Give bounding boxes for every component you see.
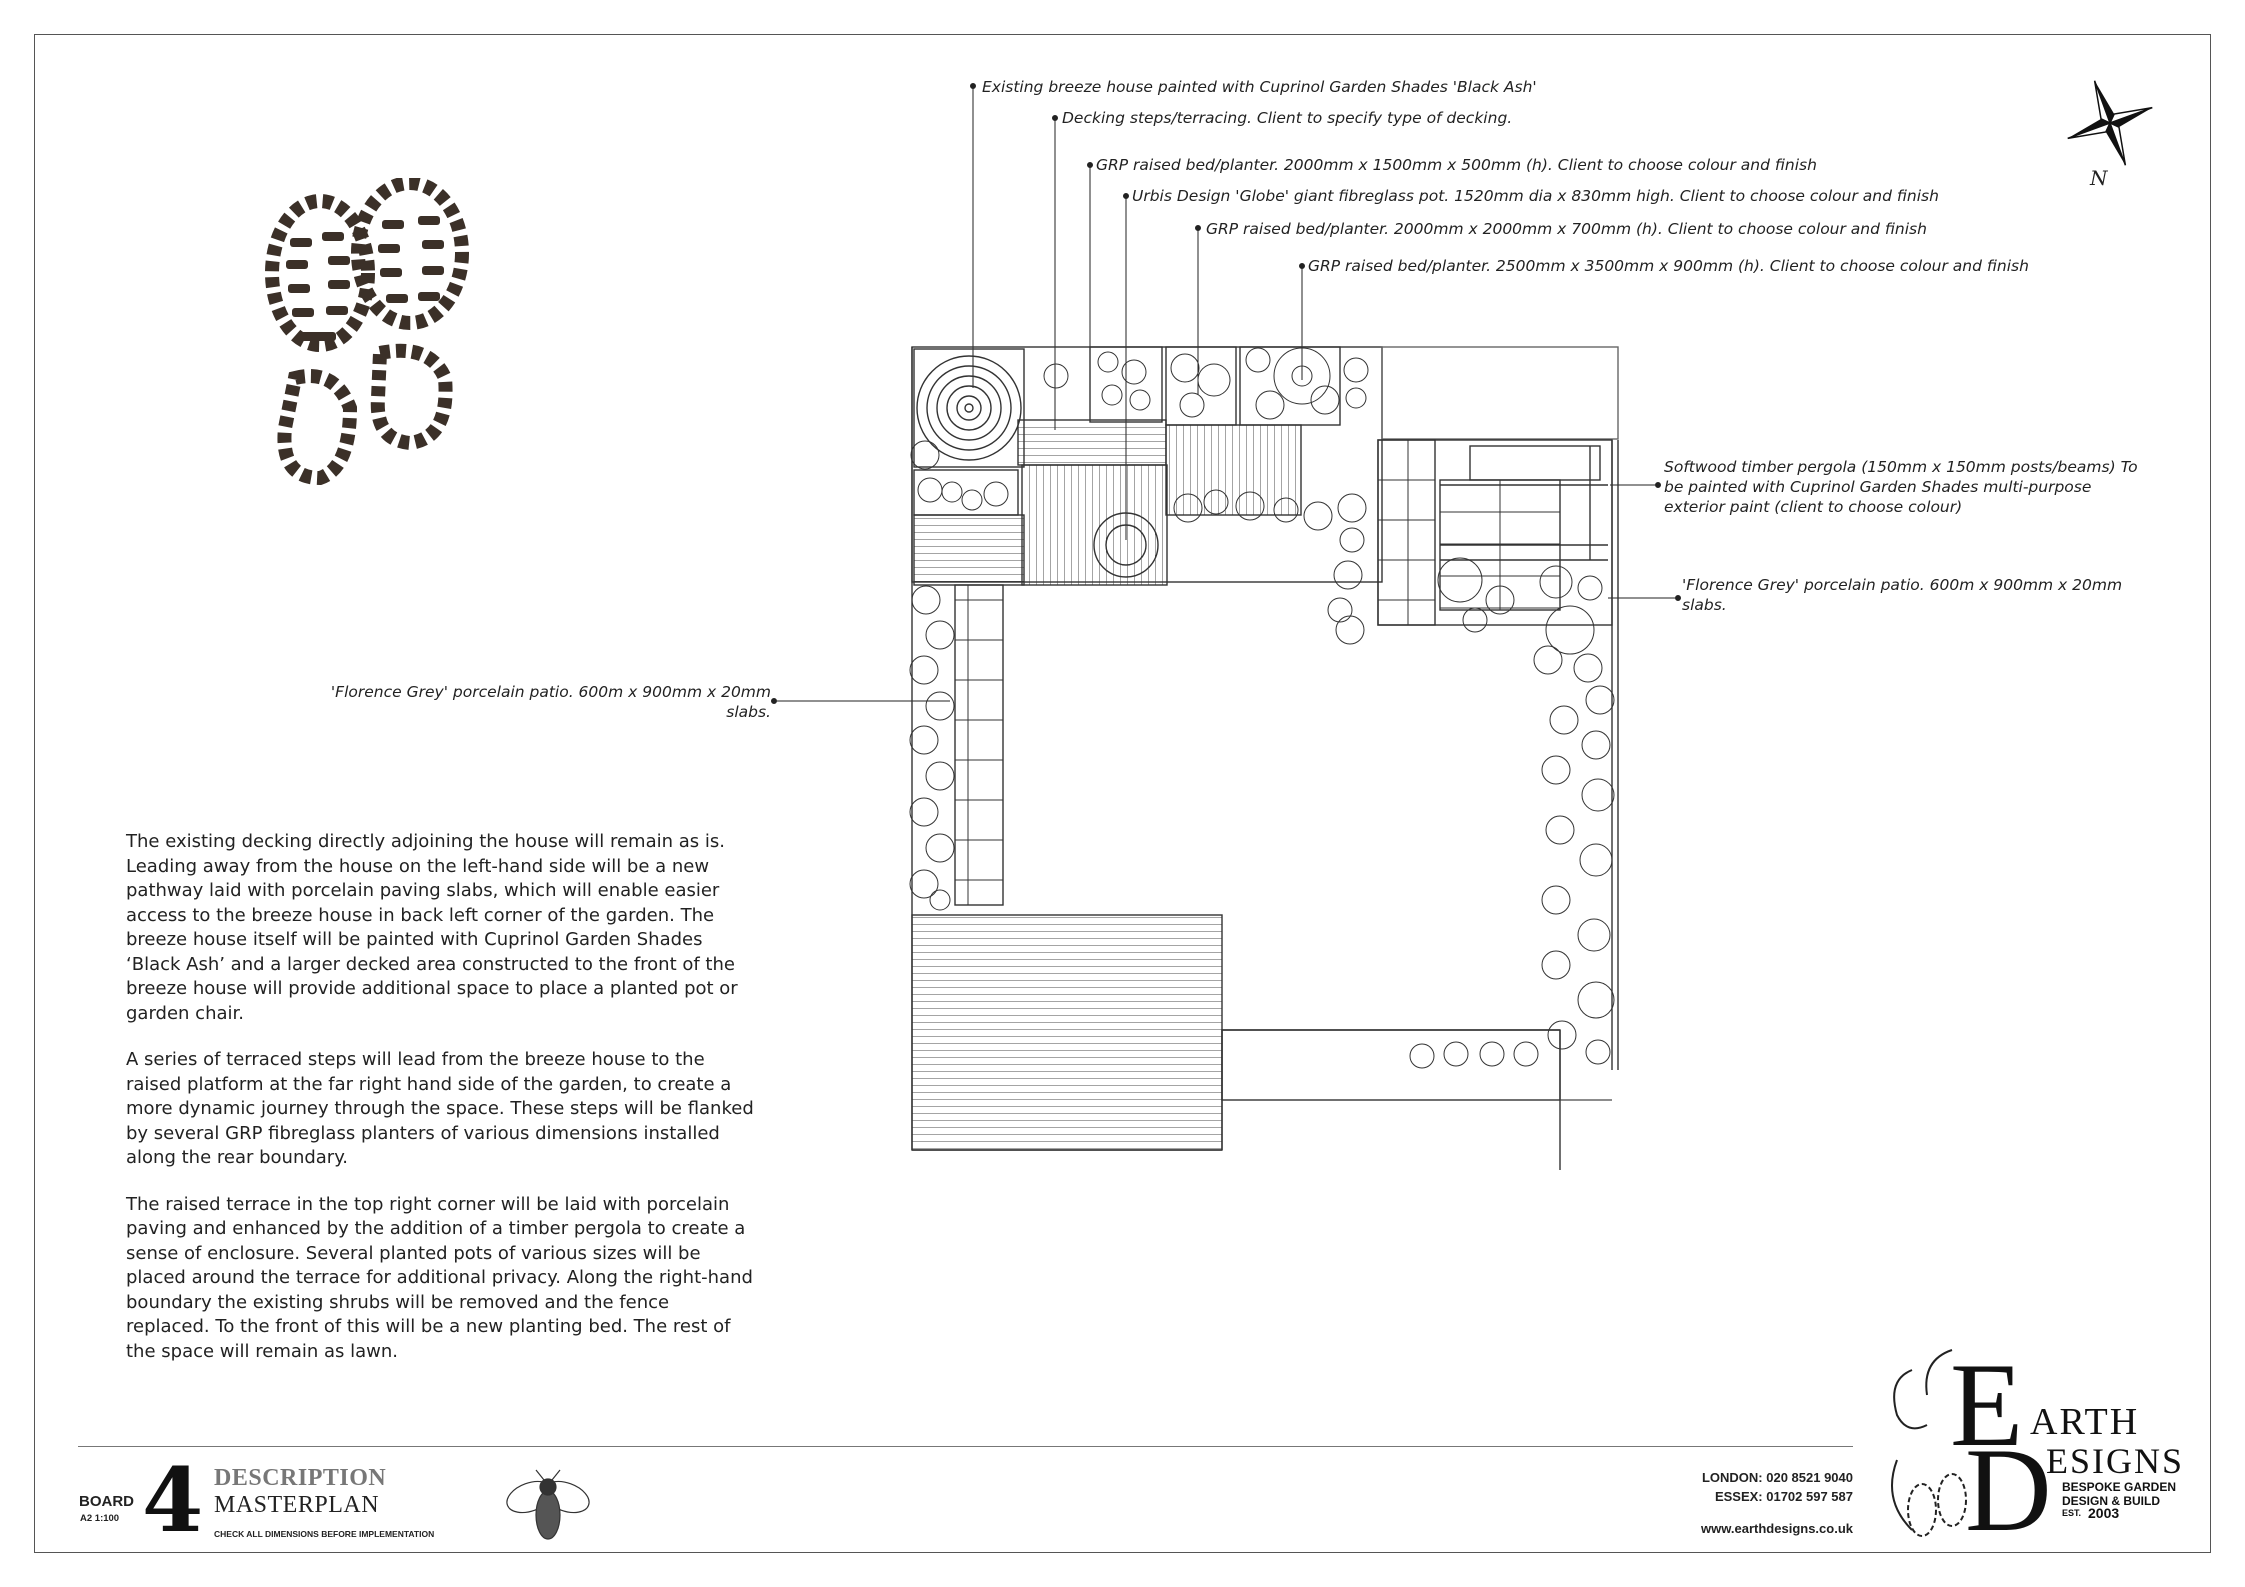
description-paragraph: The raised terrace in the top right corner will be laid with porcelain paving and enhanced by the addition of a timber pergola to create a sense of enclosure. Several planted pots of various sizes will be placed around the terrace for additional privacy. Along the right-hand boundary the existing shrubs will be removed and the fence replaced. To the front of this will be a new planting bed. The rest of the space will remain as lawn. <box>126 1193 753 1362</box>
board-scale: A2 1:100 <box>80 1513 120 1524</box>
callout-decking-steps: Decking steps/terracing. Client to specify type of decking. <box>1062 109 1513 127</box>
callout-breeze-house: Existing breeze house painted with Cuprinol Garden Shades 'Black Ash' <box>982 78 1537 96</box>
bee-icon <box>500 1467 596 1547</box>
essex-phone: ESSEX: 01702 597 587 <box>1714 1489 1853 1504</box>
brand-tagline-2: DESIGN & BUILD <box>2062 1494 2161 1508</box>
callout-grp-bed-1: GRP raised bed/planter. 2000mm x 1500mm x 500mm (h). Client to choose colour and finish <box>1096 156 1817 174</box>
board-number: 4 <box>142 1448 204 1552</box>
callout-grp-bed-3: GRP raised bed/planter. 2500mm x 3500mm x 900mm (h). Client to choose colour and finish <box>1308 257 2029 275</box>
brand-est: EST. <box>2062 1508 2082 1518</box>
compass-north-label: N <box>2090 166 2108 190</box>
callout-pergola: Softwood timber pergola (150mm x 150mm posts/beams) To be painted with Cuprinol Garden Shades multi-purpose exterior paint (client to choose colour) <box>1664 458 2138 516</box>
brand-e: E <box>1950 1338 2024 1471</box>
callout-grp-bed-2: GRP raised bed/planter. 2000mm x 2000mm x 700mm (h). Client to choose colour and finish <box>1206 220 1927 238</box>
footer-divider <box>78 1446 1853 1447</box>
website-link[interactable]: www.earthdesigns.co.uk <box>1701 1521 1853 1536</box>
brand-line2: ESIGNS <box>2046 1441 2185 1481</box>
description-paragraph: The existing decking directly adjoining the house will remain as is. Leading away from the house on the left-hand side will be a new pathway laid with porcelain paving slabs, which will enable easier access to the breeze house in back left corner of the garden. The breeze house itself will be painted with Cuprinol Garden Shades ‘Black Ash’ and a larger decked area constructed to the front of the breeze house will provide additional space to place a planted pot or garden chair. <box>126 831 738 1024</box>
brand-d: D <box>1965 1423 2052 1556</box>
london-phone: LONDON: 020 8521 9040 <box>1701 1470 1853 1485</box>
callout-patio-left: 'Florence Grey' porcelain patio. 600m x 900mm x 20mm slabs. <box>330 683 771 721</box>
brand-line1: ARTH <box>2030 1401 2140 1443</box>
check-dimensions-note: CHECK ALL DIMENSIONS BEFORE IMPLEMENTATION <box>214 1529 435 1539</box>
callout-patio-right: 'Florence Grey' porcelain patio. 600m x 900mm x 20mm slabs. <box>1682 576 2123 614</box>
design-description <box>126 830 756 1386</box>
brand-tagline-1: BESPOKE GARDEN <box>2062 1480 2177 1494</box>
board-label: BOARD <box>79 1493 134 1510</box>
description-paragraph: A series of terraced steps will lead from the breeze house to the raised platform at the far right hand side of the garden, to create a more dynamic journey through the space. These steps will be flanked by several GRP fibreglass planters of various dimensions installed along the rear boundary. <box>126 1049 754 1168</box>
description-subtitle: MASTERPLAN <box>214 1492 380 1518</box>
description-title: DESCRIPTION <box>214 1465 387 1491</box>
brand-year: 2003 <box>2088 1505 2120 1521</box>
callout-globe-pot: Urbis Design 'Globe' giant fibreglass pot. 1520mm dia x 830mm high. Client to choose colour and finish <box>1132 187 1939 205</box>
